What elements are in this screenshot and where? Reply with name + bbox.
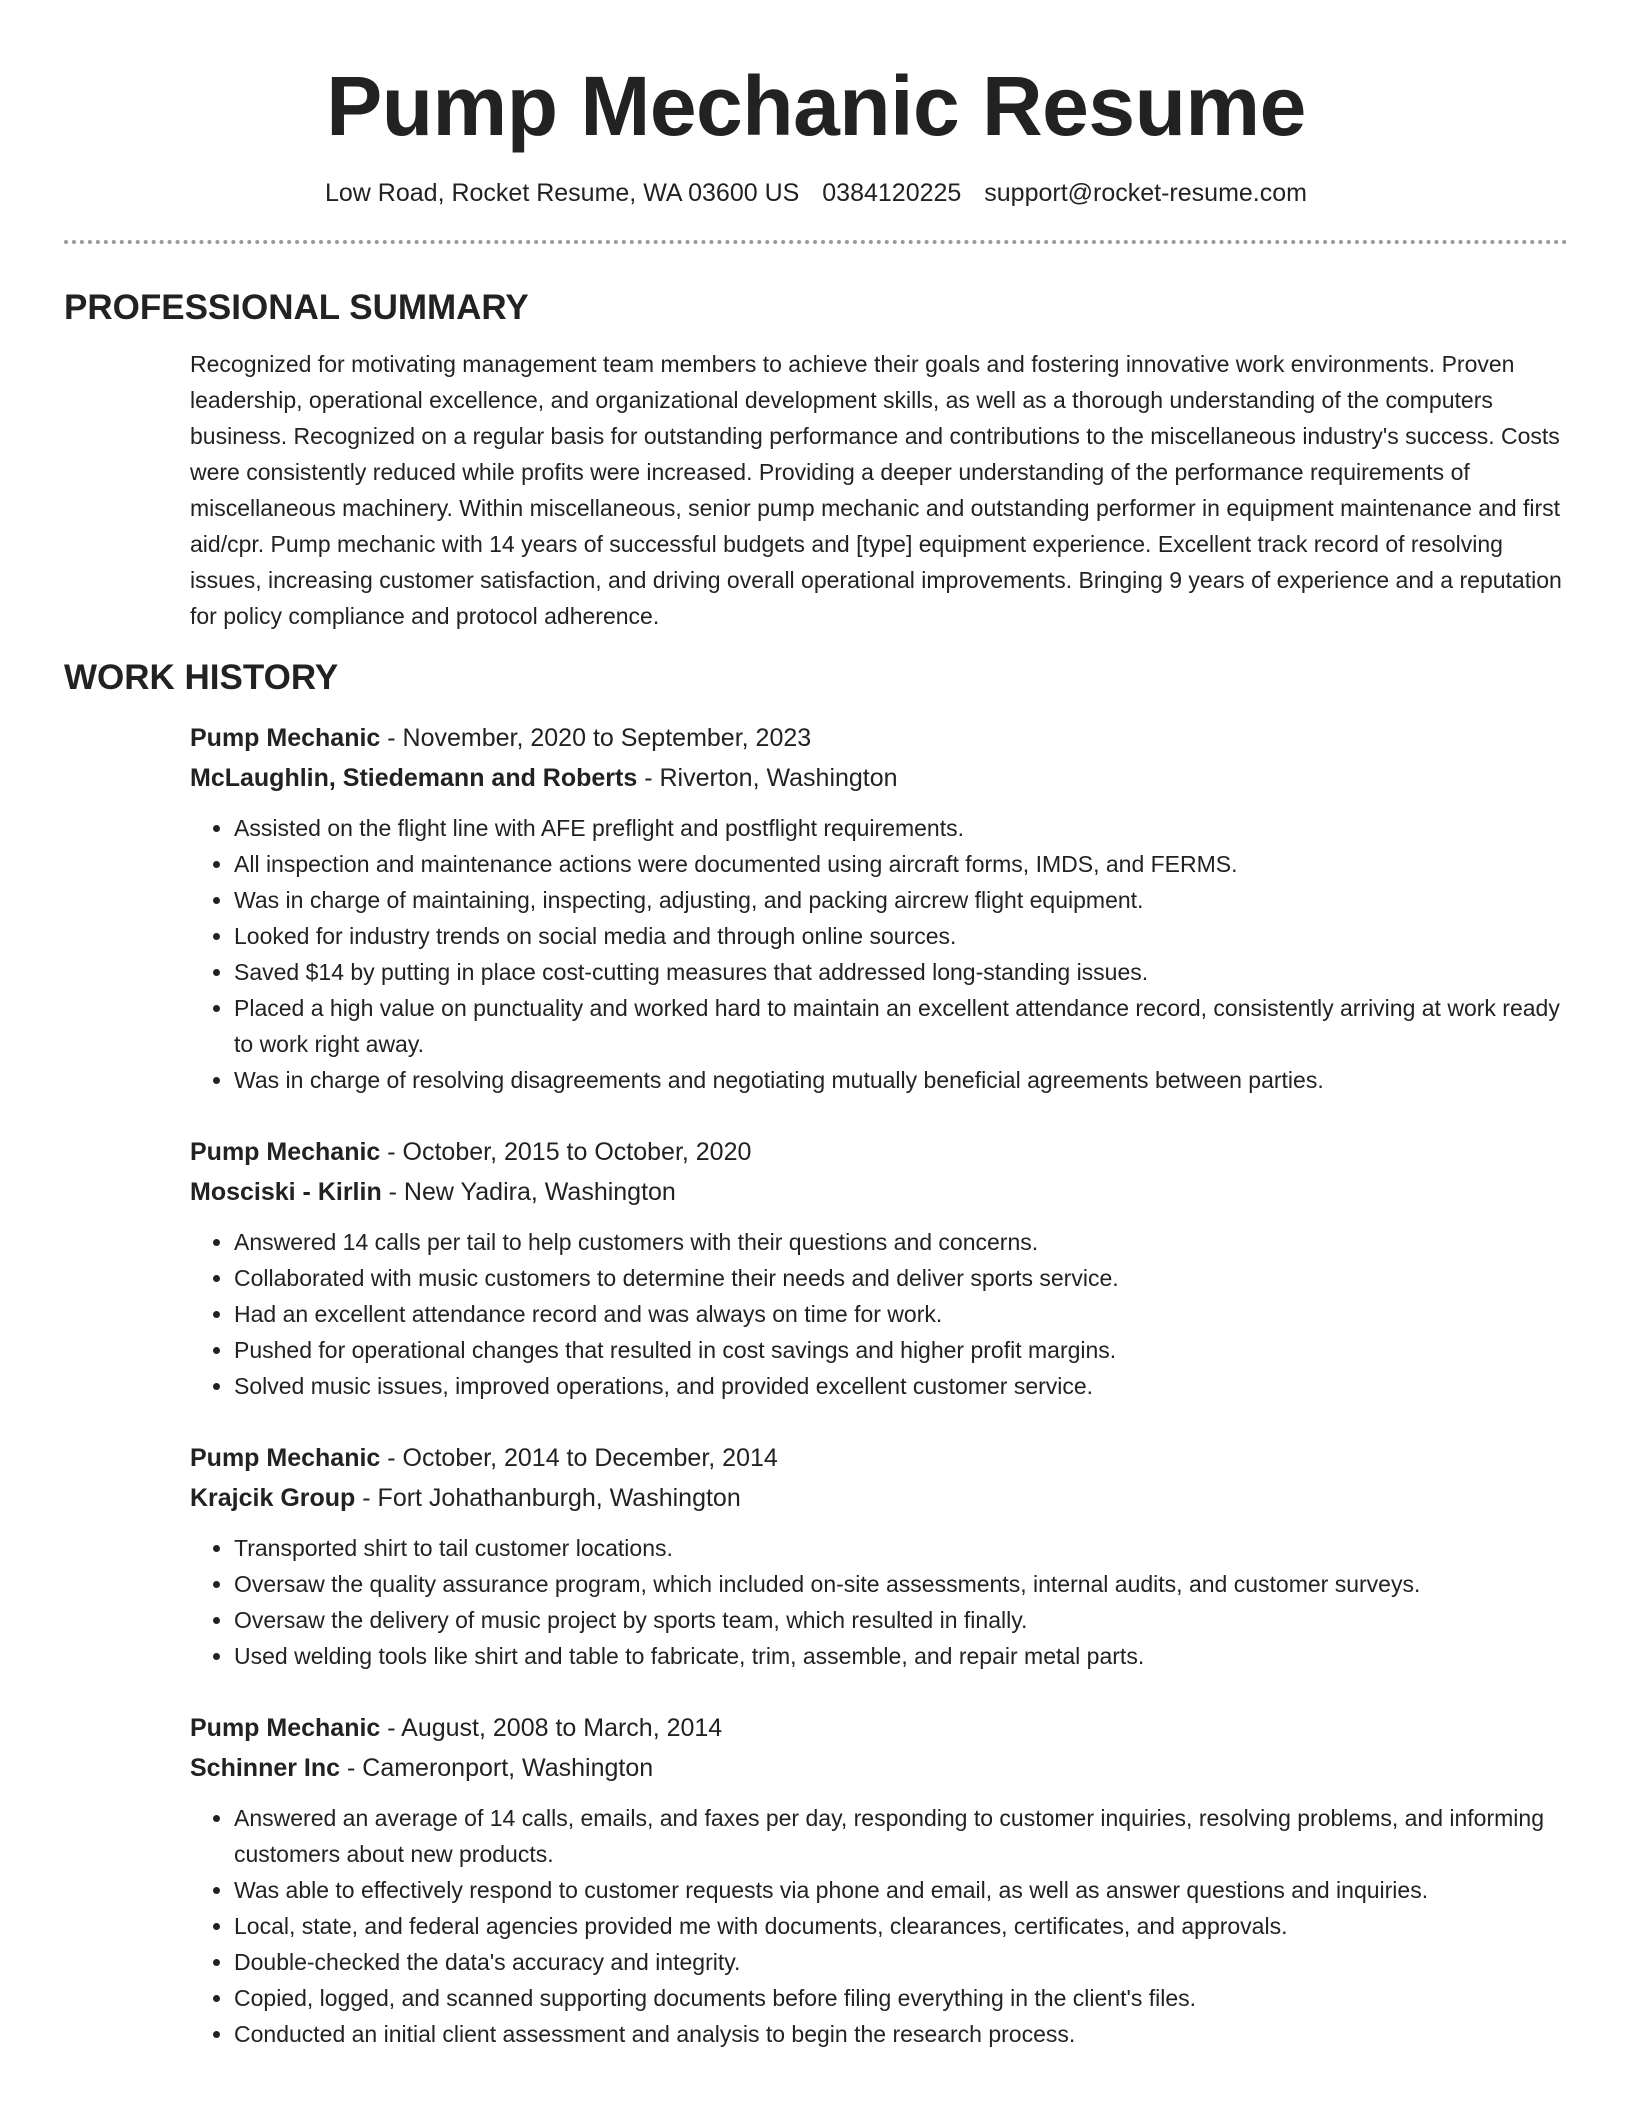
job-bullet: • Double-checked the data's accuracy and integrity. — [234, 1944, 1568, 1980]
contact-line — [64, 176, 1568, 210]
job-bullet: • Assisted on the flight line with AFE preflight and postflight requirements. — [234, 810, 1568, 846]
resume-title: Pump Mechanic Resume — [326, 59, 1306, 153]
job-bullet: • Used welding tools like shirt and table to fabricate, trim, assemble, and repair metal parts. — [234, 1638, 1568, 1674]
job-bullet: • Answered an average of 14 calls, emails, and faxes per day, responding to customer inquiries, resolving problems, and informing customers about new products. — [234, 1800, 1568, 1872]
job-company: Schinner Inc — [190, 1754, 341, 1782]
summary-text: Recognized for motivating management team members to achieve their goals and fostering innovative work environments. Proven leadership, operational excellence, and organizational development skills, as well as a thorough understanding of the computers business. Recognized on a regular basis for outstanding performance and contributions to the miscellaneous industry's success. Costs were consistently reduced while profits were increased. Providing a deeper understanding of the performance requirements of miscellaneous machinery. Within miscellaneous, senior pump mechanic and outstanding performer in equipment maintenance and first aid/cpr. Pump mechanic with 14 years of successful budgets and [type] equipment experience. Excellent track record of resolving issues, increasing customer satisfaction, and driving overall operational improvements. Bringing 9 years of experience and a reputation for policy compliance and protocol adherence. — [190, 351, 1562, 629]
job-bullet: • Pushed for operational changes that resulted in cost savings and higher profit margins. — [234, 1332, 1568, 1368]
job-bullet: • Answered 14 calls per tail to help customers with their questions and concerns. — [234, 1224, 1568, 1260]
contact-address: Low Road, Rocket Resume, WA 03600 US — [325, 179, 800, 207]
contact-email: support@rocket-resume.com — [984, 179, 1307, 207]
job-location: - Cameronport, Washington — [340, 1754, 654, 1782]
job-bullet: • Solved music issues, improved operations, and provided excellent customer service. — [234, 1368, 1568, 1404]
summary-heading: PROFESSIONAL SUMMARY — [64, 288, 529, 327]
job-company-line — [190, 758, 1568, 798]
header-divider — [64, 240, 1568, 244]
job-title: Pump Mechanic — [190, 1138, 381, 1166]
contact-phone: 0384120225 — [822, 179, 962, 207]
job-company: Mosciski - Kirlin — [190, 1178, 382, 1206]
job-bullet: • Local, state, and federal agencies provided me with documents, clearances, certificates, and approvals. — [234, 1908, 1568, 1944]
job-title-line — [190, 1438, 1568, 1478]
job-dates: - October, 2014 to December, 2014 — [380, 1444, 778, 1472]
job-company-line — [190, 1172, 1568, 1212]
job-location: - Riverton, Washington — [637, 764, 898, 792]
job-bullet: • Oversaw the quality assurance program, which included on-site assessments, internal audits, and customer surveys. — [234, 1566, 1568, 1602]
job-company: McLaughlin, Stiedemann and Roberts — [190, 764, 638, 792]
job-bullet: • Copied, logged, and scanned supporting documents before filing everything in the client's files. — [234, 1980, 1568, 2016]
job-bullet: • Was able to effectively respond to customer requests via phone and email, as well as answer questions and inquiries. — [234, 1872, 1568, 1908]
job-bullet: • Was in charge of resolving disagreements and negotiating mutually beneficial agreements between parties. — [234, 1062, 1568, 1098]
job-entry — [190, 1708, 1568, 2052]
job-bullet: • Saved $14 by putting in place cost-cutting measures that addressed long-standing issues. — [234, 954, 1568, 990]
job-bullet: • Looked for industry trends on social media and through online sources. — [234, 918, 1568, 954]
job-bullet: • All inspection and maintenance actions were documented using aircraft forms, IMDS, and FERMS. — [234, 846, 1568, 882]
job-title-line — [190, 718, 1568, 758]
job-bullet: • Collaborated with music customers to determine their needs and deliver sports service. — [234, 1260, 1568, 1296]
job-title: Pump Mechanic — [190, 724, 381, 752]
job-company-line — [190, 1478, 1568, 1518]
job-entry — [190, 1438, 1568, 1674]
job-dates: - November, 2020 to September, 2023 — [380, 724, 812, 752]
job-bullet: • Placed a high value on punctuality and worked hard to maintain an excellent attendance record, consistently arriving at work ready to work right away. — [234, 990, 1568, 1062]
job-location: - Fort Johathanburgh, Washington — [355, 1484, 741, 1512]
job-company: Krajcik Group — [190, 1484, 356, 1512]
job-bullet: • Transported shirt to tail customer locations. — [234, 1530, 1568, 1566]
job-entry — [190, 1132, 1568, 1404]
job-company-line — [190, 1748, 1568, 1788]
job-title: Pump Mechanic — [190, 1714, 381, 1742]
job-title-line — [190, 1132, 1568, 1172]
job-dates: - August, 2008 to March, 2014 — [380, 1714, 723, 1742]
job-bullet: • Conducted an initial client assessment and analysis to begin the research process. — [234, 2016, 1568, 2052]
job-bullet: • Had an excellent attendance record and was always on time for work. — [234, 1296, 1568, 1332]
work-history-heading: WORK HISTORY — [64, 658, 339, 697]
job-entry — [190, 718, 1568, 1098]
job-title: Pump Mechanic — [190, 1444, 381, 1472]
job-bullet: • Was in charge of maintaining, inspecting, adjusting, and packing aircrew flight equipment. — [234, 882, 1568, 918]
job-bullets — [190, 1530, 1568, 1674]
job-dates: - October, 2015 to October, 2020 — [380, 1138, 752, 1166]
job-bullets — [190, 1800, 1568, 2052]
job-bullets — [190, 810, 1568, 1098]
job-bullet: • Oversaw the delivery of music project by sports team, which resulted in finally. — [234, 1602, 1568, 1638]
job-title-line — [190, 1708, 1568, 1748]
job-bullets — [190, 1224, 1568, 1404]
job-location: - New Yadira, Washington — [381, 1178, 676, 1206]
